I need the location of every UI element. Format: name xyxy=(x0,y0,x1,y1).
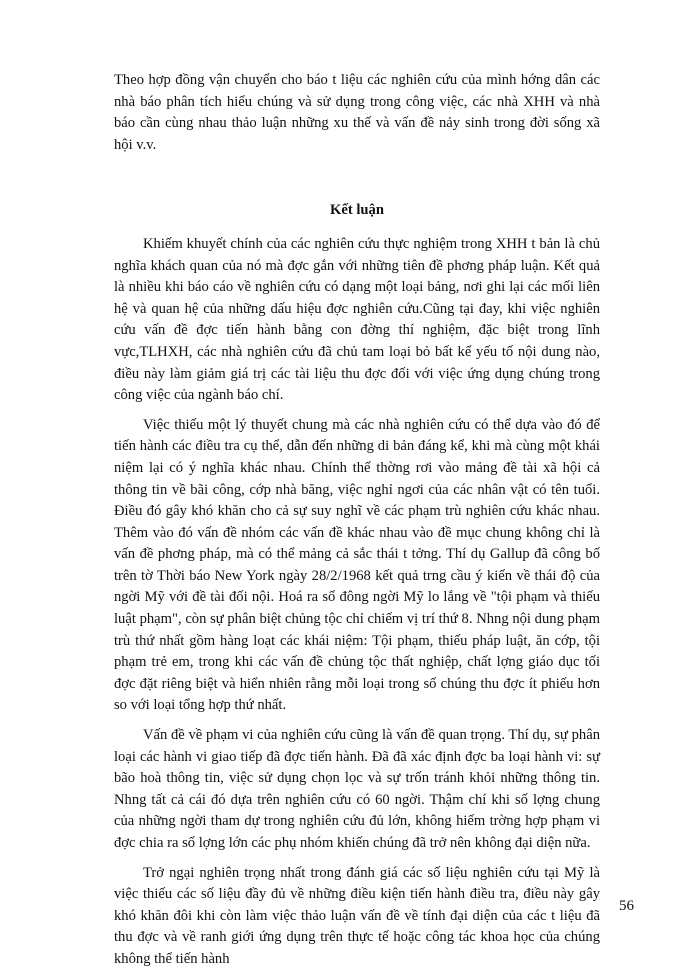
intro-paragraph: Theo hợp đồng vận chuyển cho báo t liệu các nghiên cứu của mình hớng dân các nhà báo phân tích hiểu chúng và sử dụng trong công việc, các nhà XHH và nhà báo cần cùng nhau thảo luận những xu thế và vấn đề nảy sinh trong đời sống xã hội v.v. xyxy=(114,72,600,153)
paragraph-3: Vấn đề về phạm vi của nghiên cứu cũng là vấn đề quan trọng. Thí dụ, sự phân loại các hành vi giao tiếp đã đợc tiến hành. Đã đã xác định đợc ba loại hành vi: sự bão hoà thông tin, việc sử dụng chọn lọc và sự trốn tránh khỏi những thông tin. Nhng tất cả cái đó dựa trên nghiên cứu có 60 ngời. Thậm chí khi số lợng chung của những ngời tham dự trong nghiên cứu đủ lớn, không hiếm trờng hợp phạm vi đợc chia ra số lợng lớn các phụ nhóm khiến chúng đã trở nên không đại diện nữa. xyxy=(114,727,600,851)
paragraph-2: Việc thiếu một lý thuyết chung mà các nhà nghiên cứu có thể dựa vào đó để tiến hành các điều tra cụ thể, dẫn đến những di bản đáng kể, khi mà cùng một khái niệm lại có ý nghĩa khác nhau. Chính thế thờng rơi vào mảng đề tài xã hội cả thông tin về bãi công, cớp nhà băng, việc nghỉ ngơi của các nhân vật có tên tuổi. Điều đó gây khó khăn cho cả sự suy nghĩ về các phạm trù nghiên cứu khác nhau. Thêm vào đó vấn đề nhóm các vấn đề khác nhau vào đề mục chung không chỉ là vấn đề phơng pháp, mà có thể mảng cả sắc thái t tởng. Thí dụ Gallup đã công bố trên tờ Thời báo New York ngày 28/2/1968 kết quả trng cầu ý kiến về thái độ của ngời Mỹ với đề tài đối nội. Hoá ra số đông ngời Mỹ lo lắng về "tội phạm và thiếu luật phạm", còn sự phân biệt chủng tộc chỉ chiếm vị trí thứ 8. Nhng nội dung phạm trù thứ nhất gồm hàng loạt các khái niệm: Tội phạm, thiếu pháp luật, ăn cớp, tội phạm trẻ em, trong khi các vấn đề chủng tộc thất nghiệp, chất lợng giáo dục tối đợc đặt riêng biệt và hiển nhiên rằng mỗi loại trong số chúng thu đợc ít phiếu hơn so với loại tổng hợp thứ nhất. xyxy=(114,416,600,714)
paragraph-4: Trở ngại nghiên trọng nhất trong đánh giá các số liệu nghiên cứu tại Mỹ là việc thiếu các số liệu đầy đủ về những điều kiện tiến hành điều tra, điều này gây khó khăn đôi khi còn làm việc thảo luận vấn đề về tính đại diện của các t liệu đã thu đợc và về ranh giới ứng dụng trên thực tế hoặc công tác khoa học của chúng không thể tiến hành xyxy=(114,864,600,967)
page-number: 56 xyxy=(619,898,634,914)
document-page xyxy=(114,70,600,971)
paragraph-1: Khiếm khuyết chính của các nghiên cứu thực nghiệm trong XHH t bản là chủ nghĩa khách quan của nó mà đợc gắn với những tiên đề phơng pháp luận. Kết quả là nhiều khi báo cáo về nghiên cứu có dạng một loại bảng, nơi ghi lại các mối liên hệ và quan hệ của những dấu hiệu đợc nghiên cứu.Cũng tại đay, khi việc nghiên cứu vấn đề đợc tiến hành bằng con đờng thí nghiệm, đặc biệt trong lĩnh vực,TLHXH, các nhà nghiên cứu đã chủ tam loại bỏ bất kể yếu tố nội dung nào, điều này làm giảm giá trị các tài liệu thu đợc đối với việc ứng dụng chúng trong công việc của ngành báo chí. xyxy=(114,235,600,404)
section-heading: Kết luận xyxy=(330,202,384,219)
